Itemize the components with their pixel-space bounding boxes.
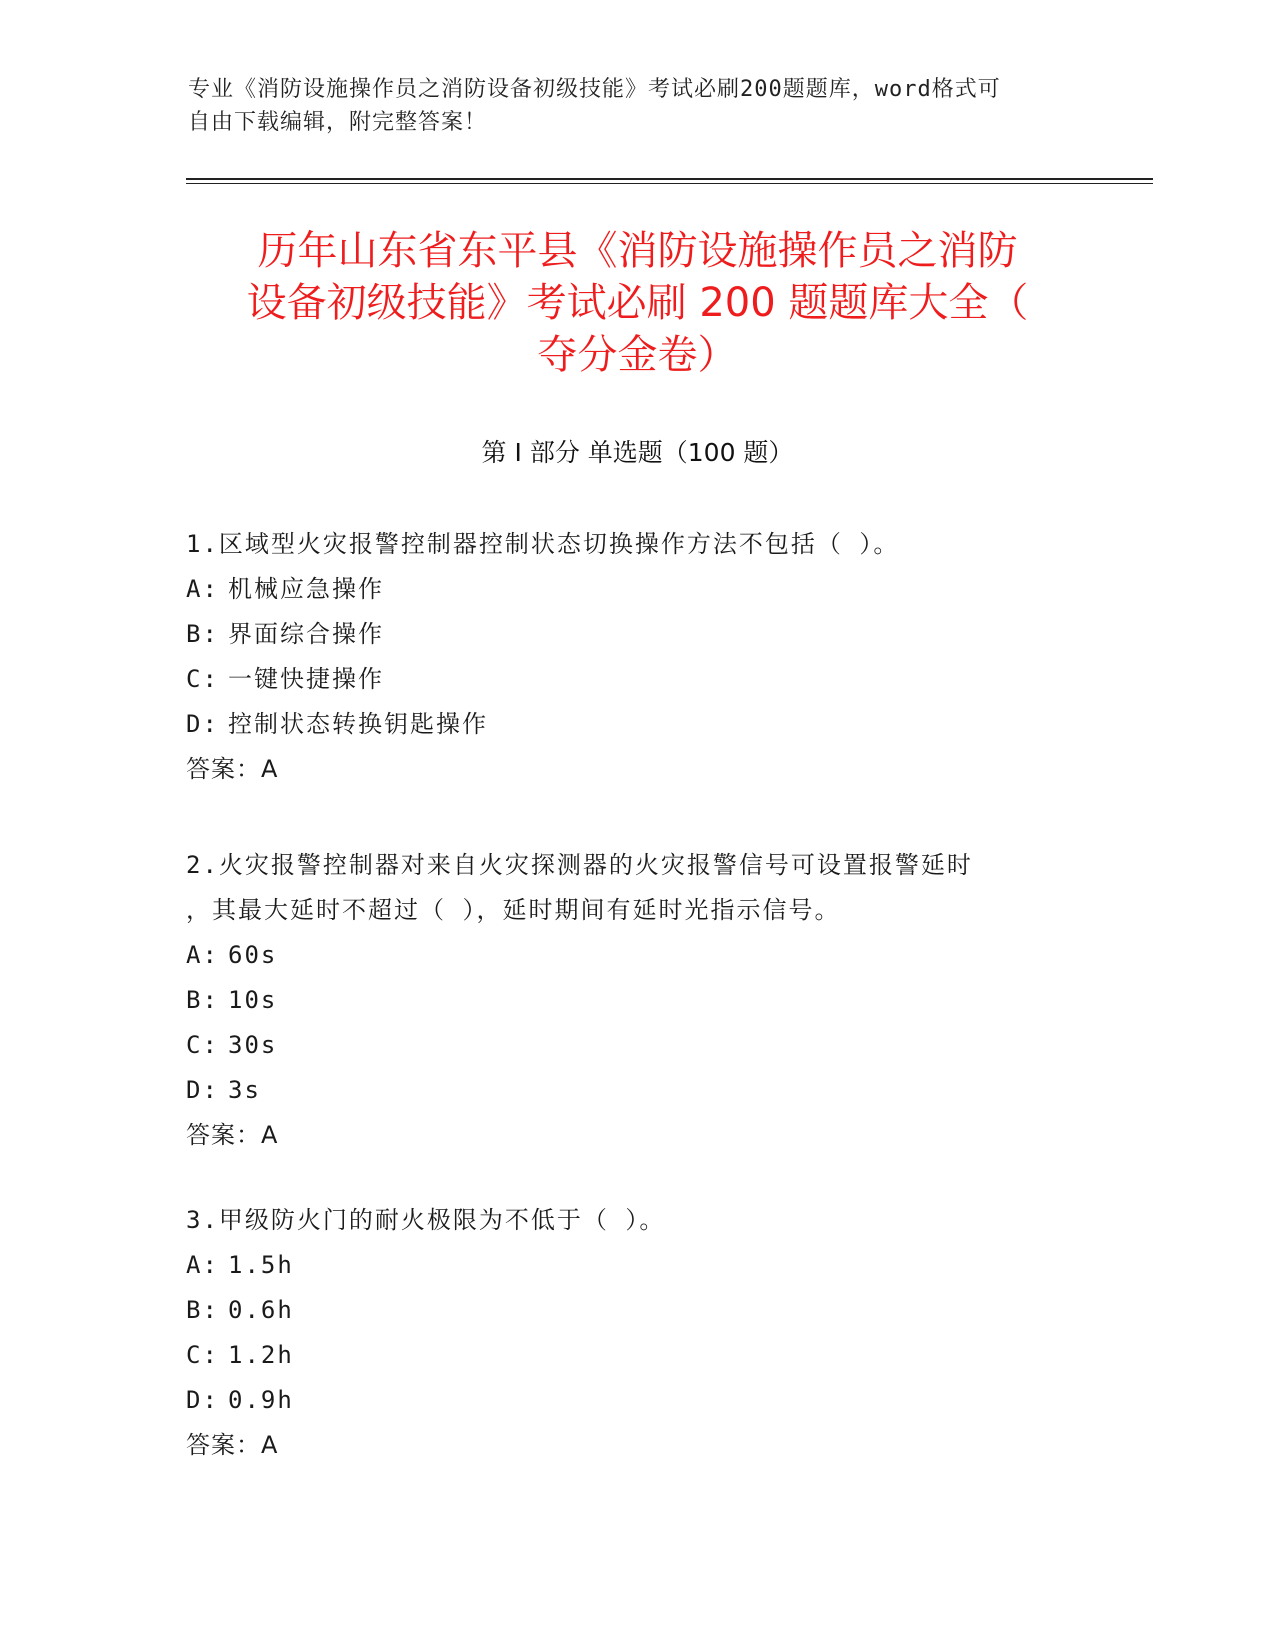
option-a	[186, 1243, 1066, 1288]
option-a	[186, 567, 1066, 612]
header-note-line-1: 专业《消防设施操作员之消防设备初级技能》考试必刷200题题库，word格式可	[188, 77, 1001, 102]
question-stem-line: 2.火灾报警控制器对来自火灾探测器的火灾报警信号可设置报警延时	[186, 851, 973, 879]
option-b	[186, 612, 1066, 657]
option-text: 机械应急操作	[228, 575, 384, 603]
answer: 答案：A	[186, 1431, 279, 1459]
option-text: 60s	[228, 941, 278, 969]
question-stem	[186, 1198, 1066, 1243]
header-divider-thick	[186, 178, 1153, 180]
option-letter: A:	[186, 941, 219, 969]
option-text: 3s	[228, 1076, 261, 1104]
option-d	[186, 1378, 1066, 1423]
question-1	[186, 522, 1066, 792]
option-letter: A:	[186, 575, 219, 603]
option-a	[186, 933, 1066, 978]
option-letter: B:	[186, 1296, 219, 1324]
option-text: 30s	[228, 1031, 278, 1059]
section-heading: 第 I 部分 单选题（100 题）	[481, 438, 794, 467]
question-2	[186, 843, 1066, 1158]
answer: 答案：A	[186, 755, 279, 783]
option-c	[186, 657, 1066, 702]
title-line-1: 历年山东省东平县《消防设施操作员之消防	[257, 228, 1018, 274]
option-d	[186, 1068, 1066, 1113]
option-letter: C:	[186, 1341, 219, 1369]
option-letter: C:	[186, 1031, 219, 1059]
option-text: 控制状态转换钥匙操作	[228, 710, 488, 738]
option-text: 1.5h	[228, 1251, 294, 1279]
question-stem-line: ，其最大延时不超过（ ），延时期间有延时光指示信号。	[186, 896, 841, 924]
option-text: 0.9h	[228, 1386, 294, 1414]
option-text: 界面综合操作	[228, 620, 384, 648]
option-c	[186, 1023, 1066, 1068]
option-c	[186, 1333, 1066, 1378]
question-stem-line: 1.区域型火灾报警控制器控制状态切换操作方法不包括（ ）。	[186, 530, 900, 558]
document-title	[150, 225, 1125, 381]
option-d	[186, 702, 1066, 747]
option-b	[186, 1288, 1066, 1333]
option-b	[186, 978, 1066, 1023]
option-letter: D:	[186, 1386, 219, 1414]
option-text: 10s	[228, 986, 278, 1014]
option-letter: B:	[186, 620, 219, 648]
option-letter: D:	[186, 710, 219, 738]
document-header-note	[188, 73, 1068, 139]
header-note-line-2: 自由下载编辑，附完整答案！	[188, 110, 488, 135]
question-stem	[186, 522, 1066, 567]
answer: 答案：A	[186, 1121, 279, 1149]
question-stem-line: 3.甲级防火门的耐火极限为不低于（ ）。	[186, 1206, 666, 1234]
option-letter: A:	[186, 1251, 219, 1279]
question-stem	[186, 843, 1066, 933]
option-letter: C:	[186, 665, 219, 693]
title-line-3: 夺分金卷）	[537, 332, 738, 378]
option-text: 一键快捷操作	[228, 665, 384, 693]
option-letter: B:	[186, 986, 219, 1014]
option-text: 0.6h	[228, 1296, 294, 1324]
question-3	[186, 1198, 1066, 1468]
title-line-2: 设备初级技能》考试必刷 200 题题库大全（	[246, 280, 1029, 326]
option-letter: D:	[186, 1076, 219, 1104]
header-divider-thin	[186, 183, 1153, 184]
option-text: 1.2h	[228, 1341, 294, 1369]
